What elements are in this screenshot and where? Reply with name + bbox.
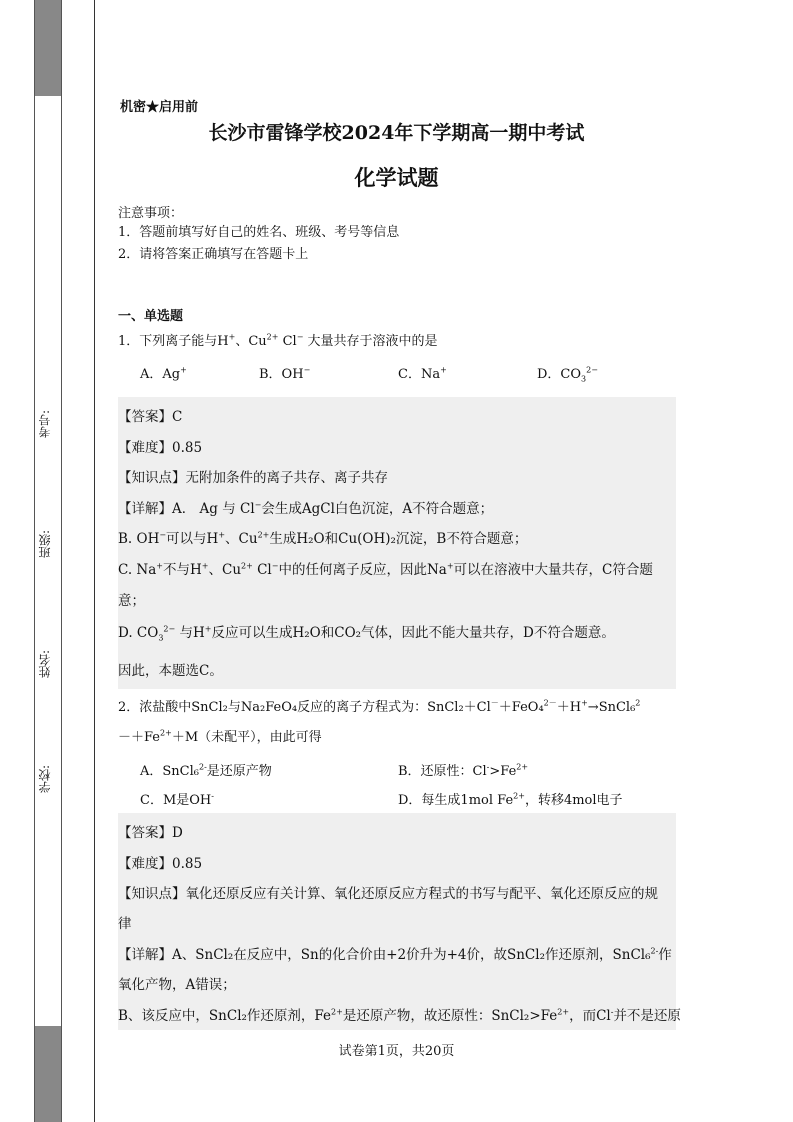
q1-conclusion: 因此，本题选C。 (118, 663, 223, 679)
q1-detail-d: D. $CO_3^{2-}$ 与H+反应可以生成H₂O和CO₂气体，因此不能大量共存，D不符合题意。 (118, 624, 615, 643)
q1-detail-c: C. Na+不与H+、$Cu^{2+}$ Cl−中的任何离子反应，因此Na+可以在溶液中大量共存，C符合题 (118, 561, 653, 578)
q1-option-c: C．Na+ (398, 365, 447, 382)
q1-knowledge: 【知识点】无附加条件的离子共存、离子共存 (118, 470, 388, 486)
q1-option-b: B．OH− (259, 365, 311, 382)
q1-answer: 【答案】C (118, 409, 183, 425)
q1-detail-a: 【详解】A． Ag 与 Cl−会生成AgCl白色沉淀，A不符合题意； (118, 500, 494, 517)
label-class: 班级: (38, 530, 52, 559)
label-exam-number: 考号: (38, 410, 52, 439)
question-2-stem-line1: 2．浓盐酸中SnCl₂与Na₂FeO₄反应的离子方程式为：SnCl₂＋Cl－＋FeO₄$^{2-}$＋H+→SnCl₆$^2$ (118, 698, 641, 715)
q2-detail-2: B、该反应中，SnCl₂作还原剂，$Fe^{2+}$是还原产物，故还原性：$SnCl_2>Fe^{2+}$，而Cl-并不是还原 (118, 1007, 681, 1024)
subject-title: 化学试题 (354, 165, 439, 190)
notes-heading: 注意事项： (118, 206, 184, 221)
label-name: 姓名: (38, 650, 52, 679)
q1-answer-box (118, 397, 676, 689)
q1-detail-c-cont: 意； (118, 593, 145, 609)
page-footer: 试卷第1页，共20页 (338, 1044, 455, 1059)
q2-detail-1: 【详解】A、SnCl₂在反应中，Sn的化合价由+2价升为+4价，故SnCl₂作还原剂，SnCl₆$^{2-}$作 (118, 946, 672, 963)
q2-option-d: D．每生成1mol $Fe^{2+}$，转移4mol电子 (398, 791, 623, 808)
q2-detail-1-cont: 氧化产物，A错误； (118, 977, 236, 993)
note-item: 1．答题前填写好自己的姓名、班级、考号等信息 (118, 225, 400, 240)
margin-bar-top (34, 0, 62, 96)
question-1-stem: 1．下列离子能与H+、$Cu^{2+}$ Cl− 大量共存于溶液中的是 (118, 332, 438, 349)
confidential-mark: 机密★启用前 (120, 100, 199, 115)
note-item: 2．请将答案正确填写在答题卡上 (118, 247, 309, 262)
q2-answer-box (118, 813, 681, 1030)
margin-bar-middle (34, 96, 62, 1026)
q2-option-c: C．M是OH- (140, 791, 214, 808)
q1-difficulty: 【难度】0.85 (118, 440, 203, 456)
label-school: 学校: (38, 765, 52, 794)
q2-option-a: A．SnCl₆$^{2-}$是还原产物 (140, 762, 272, 779)
q1-option-a: A．Ag+ (140, 365, 187, 382)
q1-option-d: D．$CO_3^{2-}$ (537, 365, 598, 384)
q1-detail-b: B. OH−可以与H+、$Cu^{2+}$生成H₂O和Cu(OH)₂沉淀，B不符合题意； (118, 530, 528, 547)
exam-title: 长沙市雷锋学校2024年下学期高一期中考试 (208, 122, 585, 144)
q2-knowledge-cont: 律 (118, 916, 132, 932)
question-2-stem-line2: $-+Fe^{2+}+M$（未配平），由此可得 (118, 728, 322, 745)
q2-knowledge: 【知识点】氧化还原反应有关计算、氧化还原反应方程式的书写与配平、氧化还原反应的规 (118, 886, 658, 902)
q2-answer: 【答案】D (118, 825, 183, 841)
q2-difficulty: 【难度】0.85 (118, 856, 203, 872)
q2-option-b: B．还原性：$Cl^->Fe^{2+}$ (398, 762, 529, 779)
section-heading: 一、单选题 (118, 309, 184, 324)
